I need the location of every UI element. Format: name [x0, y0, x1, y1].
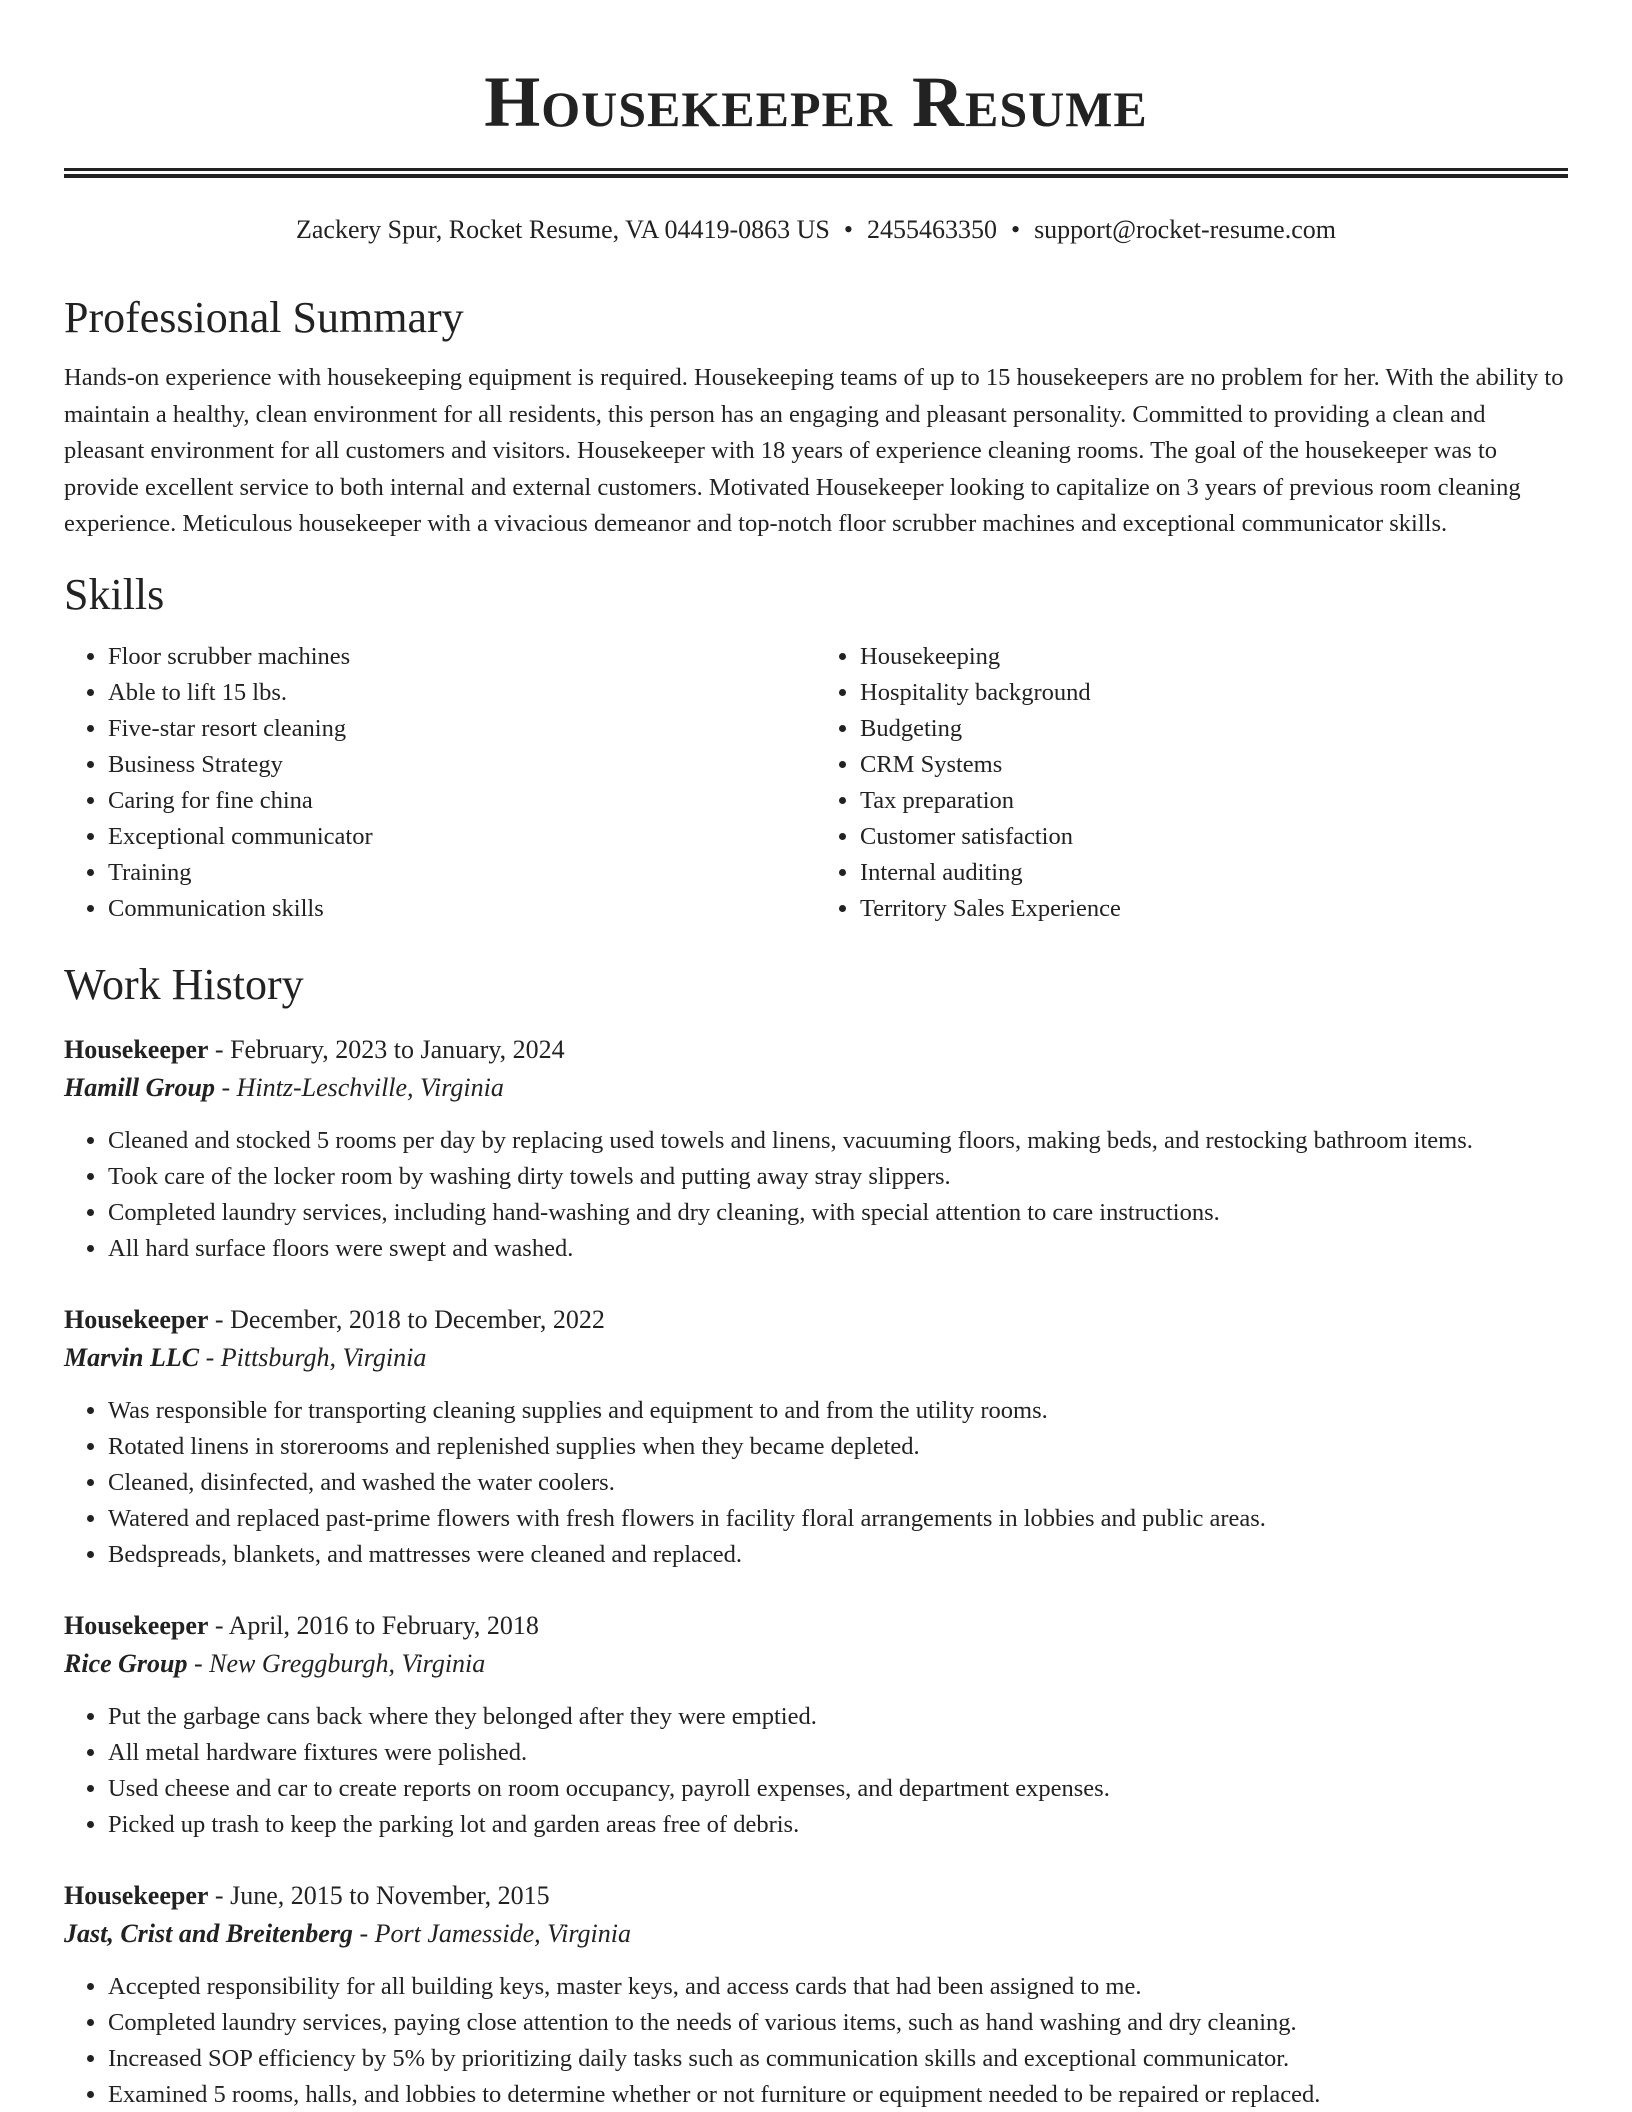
job-entry — [64, 1607, 1568, 1843]
contact-separator: • — [1010, 215, 1021, 244]
duty-item: • Completed laundry services, paying close attention to the needs of various items, such as hand washing and dry cleaning. — [108, 2005, 1568, 2041]
skills-list-right — [816, 639, 1568, 927]
skill-item: • CRM Systems — [860, 747, 1568, 783]
skill-item: • Floor scrubber machines — [108, 639, 816, 675]
job-title: Housekeeper — [64, 1880, 209, 1910]
skills-heading: Skills — [64, 569, 165, 619]
duty-item: • Used cheese and car to create reports on room occupancy, payroll expenses, and department expenses. — [108, 1771, 1568, 1807]
skill-item: • Caring for fine china — [108, 783, 816, 819]
skill-item: • Communication skills — [108, 891, 816, 927]
company-name: Rice Group — [64, 1648, 188, 1678]
duty-item: • Put the garbage cans back where they belonged after they were emptied. — [108, 1699, 1568, 1735]
company-name: Marvin LLC — [64, 1342, 200, 1372]
contact-line — [64, 214, 1568, 246]
duty-item: • Cleaned, disinfected, and washed the water coolers. — [108, 1465, 1568, 1501]
skill-item: • Business Strategy — [108, 747, 816, 783]
job-dates: - April, 2016 to February, 2018 — [208, 1610, 539, 1640]
duty-item: • Took care of the locker room by washing dirty towels and putting away stray slippers. — [108, 1159, 1568, 1195]
job-header — [64, 1877, 1568, 1915]
company-location: - Port Jamesside, Virginia — [352, 1918, 631, 1948]
company-name: Jast, Crist and Breitenberg — [64, 1918, 353, 1948]
skill-item: • Training — [108, 855, 816, 891]
company-line — [64, 1915, 1568, 1953]
company-location: - Hintz-Leschville, Virginia — [214, 1072, 504, 1102]
duty-item: • Cleaned and stocked 5 rooms per day by replacing used towels and linens, vacuuming floors, making beds, and restocking bathroom items. — [108, 1123, 1568, 1159]
job-title: Housekeeper — [64, 1304, 209, 1334]
contact-address: Zackery Spur, Rocket Resume, VA 04419-0863 US — [296, 215, 830, 244]
job-dates: - June, 2015 to November, 2015 — [208, 1880, 550, 1910]
summary-text: Hands-on experience with housekeeping equipment is required. Housekeeping teams of up to 15 housekeepers are no problem for her. With the ability to maintain a healthy, clean environment for all residents, this person has an engaging and pleasant personality. Committed to providing a clean and pleasant environment for all customers and visitors. Housekeeper with 18 years of experience cleaning rooms. The goal of the housekeeper was to provide excellent service to both internal and external customers. Motivated Housekeeper looking to capitalize on 3 years of previous room cleaning experience. Meticulous housekeeper with a vivacious demeanor and top-notch floor scrubber machines and exceptional communicator skills. — [64, 364, 1564, 537]
company-location: - Pittsburgh, Virginia — [199, 1342, 427, 1372]
duty-item: • Rotated linens in storerooms and replenished supplies when they became depleted. — [108, 1429, 1568, 1465]
duties-list — [64, 1123, 1568, 1267]
work-history-heading: Work History — [64, 959, 304, 1009]
skill-item: • Able to lift 15 lbs. — [108, 675, 816, 711]
duty-item: • Was responsible for transporting cleaning supplies and equipment to and from the utility rooms. — [108, 1393, 1568, 1429]
job-header — [64, 1607, 1568, 1645]
job-entry — [64, 1301, 1568, 1573]
skill-item: • Budgeting — [860, 711, 1568, 747]
skill-item: • Five-star resort cleaning — [108, 711, 816, 747]
resume-title: Housekeeper Resume — [484, 62, 1148, 142]
job-header — [64, 1301, 1568, 1339]
job-title: Housekeeper — [64, 1034, 209, 1064]
duties-list — [64, 1699, 1568, 1843]
skill-item: • Territory Sales Experience — [860, 891, 1568, 927]
duties-list — [64, 1393, 1568, 1573]
contact-email: support@rocket-resume.com — [1034, 215, 1336, 244]
company-location: - New Greggburgh, Virginia — [187, 1648, 486, 1678]
skill-item: • Tax preparation — [860, 783, 1568, 819]
company-name: Hamill Group — [64, 1072, 215, 1102]
job-dates: - December, 2018 to December, 2022 — [208, 1304, 605, 1334]
company-line — [64, 1645, 1568, 1683]
duty-item: • Completed laundry services, including hand-washing and dry cleaning, with special attention to care instructions. — [108, 1195, 1568, 1231]
contact-phone: 2455463350 — [866, 215, 997, 244]
duty-item: • Increased SOP efficiency by 5% by prioritizing daily tasks such as communication skills and exceptional communicator. — [108, 2041, 1568, 2077]
company-line — [64, 1069, 1568, 1107]
job-entry — [64, 1031, 1568, 1267]
duty-item: • Bedspreads, blankets, and mattresses were cleaned and replaced. — [108, 1537, 1568, 1573]
contact-separator: • — [843, 215, 853, 244]
skill-item: • Exceptional communicator — [108, 819, 816, 855]
skill-item: • Hospitality background — [860, 675, 1568, 711]
duty-item: • Examined 5 rooms, halls, and lobbies to determine whether or not furniture or equipment needed to be repaired or replaced. — [108, 2077, 1568, 2112]
job-entry — [64, 1877, 1568, 2112]
skills-list-left — [64, 639, 816, 927]
duty-item: • All metal hardware fixtures were polished. — [108, 1735, 1568, 1771]
skill-item: • Customer satisfaction — [860, 819, 1568, 855]
summary-heading: Professional Summary — [64, 293, 464, 342]
job-dates: - February, 2023 to January, 2024 — [208, 1034, 565, 1064]
duties-list — [64, 1969, 1568, 2112]
duty-item: • All hard surface floors were swept and washed. — [108, 1231, 1568, 1267]
duty-item: • Accepted responsibility for all building keys, master keys, and access cards that had been assigned to me. — [108, 1969, 1568, 2005]
duty-item: • Picked up trash to keep the parking lot and garden areas free of debris. — [108, 1807, 1568, 1843]
skills-columns — [64, 639, 1568, 927]
skill-item: • Internal auditing — [860, 855, 1568, 891]
job-title: Housekeeper — [64, 1610, 209, 1640]
title-double-rule — [64, 168, 1568, 178]
company-line — [64, 1339, 1568, 1377]
duty-item: • Watered and replaced past-prime flowers with fresh flowers in facility floral arrangements in lobbies and public areas. — [108, 1501, 1568, 1537]
job-header — [64, 1031, 1568, 1069]
skill-item: • Housekeeping — [860, 639, 1568, 675]
